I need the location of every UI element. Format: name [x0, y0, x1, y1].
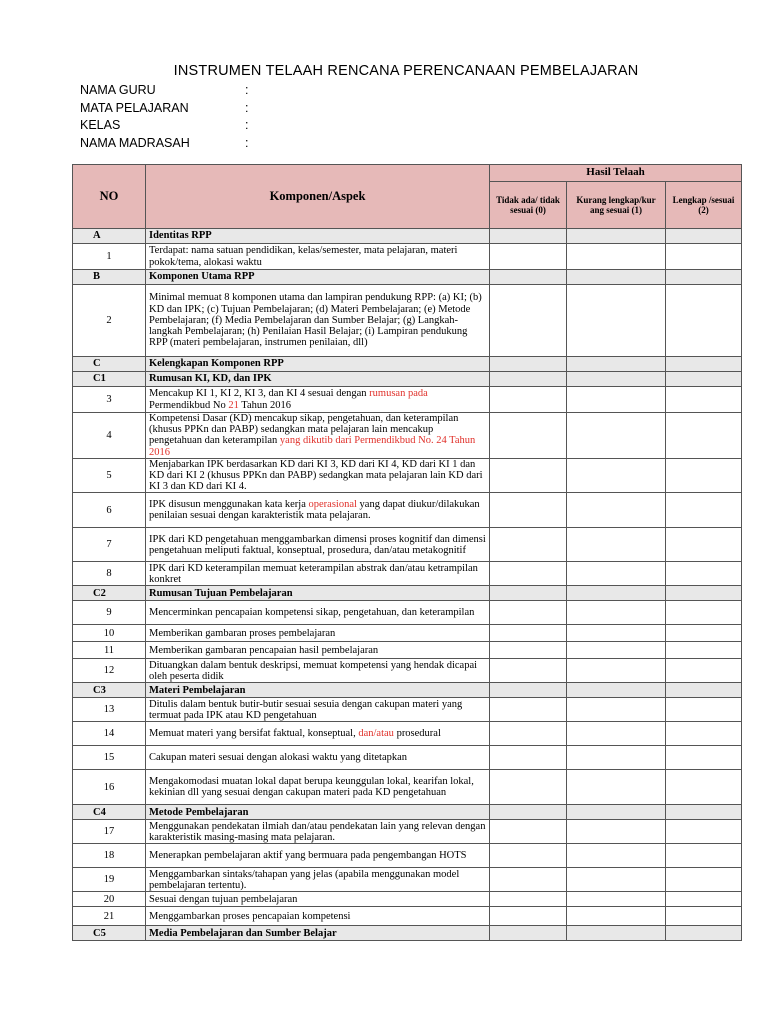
header-aspek: Komponen/Aspek: [146, 165, 490, 229]
section-code: C2: [73, 586, 146, 601]
item-description: [146, 907, 490, 926]
score-2-cell[interactable]: [666, 926, 742, 941]
item-description: [146, 746, 490, 770]
identity-fields: [80, 83, 248, 153]
description-text: Dituangkan dalam bentuk deskripsi, memuat kompetensi yang hendak dicapai oleh peserta didik: [149, 659, 478, 682]
score-1-cell[interactable]: [567, 493, 666, 528]
section-code: C3: [73, 683, 146, 698]
item-number: 3: [73, 387, 146, 413]
description-text: Mencerminkan pencapaian kompetensi sikap, pengetahuan, dan keterampilan: [149, 607, 475, 619]
score-0-cell[interactable]: [490, 493, 567, 528]
score-2-cell[interactable]: [666, 387, 742, 413]
item-number: 21: [73, 907, 146, 926]
description-text: yang dapat diukur/dilakukan penilaian sesuai dengan karakteristik mata pelajaran.: [149, 499, 480, 522]
info-label: KELAS: [80, 118, 121, 132]
score-2-cell[interactable]: [666, 746, 742, 770]
score-2-cell[interactable]: [666, 892, 742, 907]
score-0-cell[interactable]: [490, 458, 567, 493]
description-text: Menggambarkan proses pencapaian kompetensi: [149, 910, 351, 922]
info-separator: :: [245, 83, 249, 97]
section-code: C: [73, 357, 146, 372]
table-body: [73, 229, 742, 941]
header-no: NO: [73, 165, 146, 229]
info-label: NAMA GURU: [80, 83, 156, 97]
score-0-cell[interactable]: [490, 907, 567, 926]
highlighted-text: dan/atau: [358, 728, 394, 740]
score-2-cell[interactable]: [666, 722, 742, 746]
score-1-cell[interactable]: [567, 413, 666, 459]
item-description: [146, 528, 490, 562]
description-text: Minimal memuat 8 komponen utama dan lampiran pendukung RPP: (a) KI; (b) KD dan IPK; (c) Tujuan Pembelajaran; (d) Materi Pembelajaran; (e) Metode Pembelajaran; (f) Media Pembelajaran dan Sumber Belajar; (g) Langkah-langkah Pembelajaran; (h) Penilaian Hasil Belajar; (i) Lampiran pendukung RPP (materi pembelajaran, instrumen penilaian, dll): [149, 292, 482, 349]
item-number: 9: [73, 601, 146, 625]
description-text: Cakupan materi sesuai dengan alokasi waktu yang ditetapkan: [149, 752, 408, 764]
score-1-cell[interactable]: [567, 357, 666, 372]
description-text: Permendikbud No: [149, 399, 229, 411]
score-1-cell[interactable]: [567, 285, 666, 357]
info-row-nama-madrasah: [80, 136, 248, 154]
score-1-cell[interactable]: [567, 892, 666, 907]
score-2-cell[interactable]: [666, 357, 742, 372]
description-text: prosedural: [393, 728, 441, 740]
score-0-cell[interactable]: [490, 244, 567, 270]
score-0-cell[interactable]: [490, 844, 567, 868]
score-2-cell[interactable]: [666, 270, 742, 285]
score-0-cell[interactable]: [490, 586, 567, 601]
table-row: [73, 844, 742, 868]
item-description: [146, 844, 490, 868]
score-0-cell[interactable]: [490, 820, 567, 844]
score-2-cell[interactable]: [666, 844, 742, 868]
score-2-cell[interactable]: [666, 820, 742, 844]
info-separator: :: [245, 118, 249, 132]
score-1-cell[interactable]: [567, 868, 666, 892]
score-1-cell[interactable]: [567, 907, 666, 926]
table-row: [73, 562, 742, 586]
item-description: [146, 458, 490, 493]
score-2-cell[interactable]: [666, 625, 742, 642]
score-2-cell[interactable]: [666, 805, 742, 820]
description-text: Menggambarkan sintaks/tahapan yang jelas (apabila menggunakan model pembelajaran tertentu).: [149, 868, 460, 891]
score-0-cell[interactable]: [490, 413, 567, 459]
score-0-cell[interactable]: [490, 642, 567, 659]
score-2-cell[interactable]: [666, 601, 742, 625]
score-2-cell[interactable]: [666, 642, 742, 659]
section-title: Identitas RPP: [146, 229, 490, 244]
section-row: [73, 229, 742, 244]
item-description: [146, 493, 490, 528]
item-number: 10: [73, 625, 146, 642]
score-1-cell[interactable]: [567, 844, 666, 868]
item-number: 1: [73, 244, 146, 270]
score-1-cell[interactable]: [567, 229, 666, 244]
highlighted-text: rumusan pada: [369, 388, 428, 400]
score-1-cell[interactable]: [567, 244, 666, 270]
score-2-cell[interactable]: [666, 229, 742, 244]
score-0-cell[interactable]: [490, 770, 567, 805]
score-0-cell[interactable]: [490, 229, 567, 244]
section-row: [73, 586, 742, 601]
score-0-cell[interactable]: [490, 659, 567, 683]
item-description: [146, 770, 490, 805]
section-row: [73, 270, 742, 285]
table-row: [73, 625, 742, 642]
section-code: B: [73, 270, 146, 285]
table-row: [73, 244, 742, 270]
description-text: Menjabarkan IPK berdasarkan KD dari KI 3, KD dari KI 4, KD dari KI 1 dan KD dari KI 2 (khusus PPKn dan PABP) sedangkan mata pelajaran lain KD dari KI 3 dan KD dari KI 4.: [149, 458, 483, 493]
item-number: 20: [73, 892, 146, 907]
item-number: 6: [73, 493, 146, 528]
item-number: 14: [73, 722, 146, 746]
description-text: Menggunakan pendekatan ilmiah dan/atau pendekatan lain yang relevan dengan karakteristik masing-masing mata pelajaran.: [149, 820, 486, 843]
description-text: Memberikan gambaran pencapaian hasil pembelajaran: [149, 644, 379, 656]
table-row: [73, 907, 742, 926]
item-number: 16: [73, 770, 146, 805]
header-score-0: Tidak ada/ tidak sesuai (0): [490, 182, 567, 229]
score-1-cell[interactable]: [567, 586, 666, 601]
item-description: [146, 698, 490, 722]
table-row: [73, 746, 742, 770]
table-row: [73, 868, 742, 892]
section-row: [73, 357, 742, 372]
score-2-cell[interactable]: [666, 285, 742, 357]
score-1-cell[interactable]: [567, 722, 666, 746]
section-title: Media Pembelajaran dan Sumber Belajar: [146, 926, 490, 941]
score-0-cell[interactable]: [490, 270, 567, 285]
section-row: [73, 372, 742, 387]
score-0-cell[interactable]: [490, 683, 567, 698]
item-description: [146, 601, 490, 625]
item-number: 4: [73, 413, 146, 459]
score-2-cell[interactable]: [666, 458, 742, 493]
item-number: 8: [73, 562, 146, 586]
description-text: Tahun 2016: [238, 399, 291, 411]
table-row: [73, 601, 742, 625]
score-1-cell[interactable]: [567, 372, 666, 387]
info-label: NAMA MADRASAH: [80, 135, 190, 150]
score-0-cell[interactable]: [490, 528, 567, 562]
section-row: [73, 926, 742, 941]
section-code: C5: [73, 926, 146, 941]
item-description: [146, 659, 490, 683]
item-description: [146, 285, 490, 357]
item-number: 2: [73, 285, 146, 357]
highlighted-text: operasional: [308, 499, 357, 511]
score-1-cell[interactable]: [567, 562, 666, 586]
item-number: 13: [73, 698, 146, 722]
score-1-cell[interactable]: [567, 270, 666, 285]
item-description: [146, 642, 490, 659]
description-text: Mencakup KI 1, KI 2, KI 3, dan KI 4 sesuai dengan: [149, 388, 370, 400]
score-2-cell[interactable]: [666, 659, 742, 683]
score-1-cell[interactable]: [567, 698, 666, 722]
table-row: [73, 528, 742, 562]
info-label: MATA PELAJARAN: [80, 100, 189, 115]
score-1-cell[interactable]: [567, 683, 666, 698]
table-row: [73, 698, 742, 722]
score-0-cell[interactable]: [490, 698, 567, 722]
section-title: Komponen Utama RPP: [146, 270, 490, 285]
description-text: Ditulis dalam bentuk butir-butir sesuai sesuia dengan cakupan materi yang termuat pada IPK atau KD pengetahuan: [149, 698, 463, 721]
table-row: [73, 722, 742, 746]
table-row: [73, 820, 742, 844]
score-1-cell[interactable]: [567, 820, 666, 844]
item-description: [146, 413, 490, 459]
score-1-cell[interactable]: [567, 387, 666, 413]
score-0-cell[interactable]: [490, 892, 567, 907]
score-2-cell[interactable]: [666, 493, 742, 528]
section-code: C1: [73, 372, 146, 387]
description-text: Memberikan gambaran proses pembelajaran: [149, 627, 336, 639]
item-description: [146, 892, 490, 907]
table-row: [73, 458, 742, 493]
score-1-cell[interactable]: [567, 625, 666, 642]
score-2-cell[interactable]: [666, 586, 742, 601]
item-number: 18: [73, 844, 146, 868]
info-separator: :: [245, 100, 249, 115]
score-0-cell[interactable]: [490, 387, 567, 413]
info-row-mata-pelajaran: [80, 101, 248, 119]
highlighted-text: 21: [228, 399, 239, 411]
item-number: 11: [73, 642, 146, 659]
item-number: 15: [73, 746, 146, 770]
item-description: [146, 387, 490, 413]
page-title: INSTRUMEN TELAAH RENCANA PERENCANAAN PEMBELAJARAN: [173, 63, 639, 79]
score-2-cell[interactable]: [666, 244, 742, 270]
table-row: [73, 285, 742, 357]
header-score-2: Lengkap /sesuai (2): [666, 182, 742, 229]
score-0-cell[interactable]: [490, 746, 567, 770]
table-row: [73, 493, 742, 528]
score-1-cell[interactable]: [567, 528, 666, 562]
score-0-cell[interactable]: [490, 926, 567, 941]
score-1-cell[interactable]: [567, 601, 666, 625]
score-1-cell[interactable]: [567, 659, 666, 683]
item-description: [146, 244, 490, 270]
item-description: [146, 868, 490, 892]
item-number: 12: [73, 659, 146, 683]
highlighted-text: yang dikutib dari Permendikbud No. 24 Tahun 2016: [149, 435, 476, 458]
item-description: [146, 820, 490, 844]
description-text: Terdapat: nama satuan pendidikan, kelas/semester, mata pelajaran, materi pokok/tema, alokasi waktu: [149, 245, 458, 268]
description-text: Mengakomodasi muatan lokal dapat berupa keunggulan lokal, kearifan lokal, kekinian dll yang sesuai dengan cakupan materi pada KD pengetahuan: [149, 776, 474, 799]
section-row: [73, 683, 742, 698]
score-0-cell[interactable]: [490, 285, 567, 357]
score-0-cell[interactable]: [490, 601, 567, 625]
description-text: Kompetensi Dasar (KD) mencakup sikap, pengetahuan, dan keterampilan (khusus PPKn dan PABP) sedangkan mata pelajaran lain mencakup pengetahuan dan keterampilan: [149, 413, 459, 447]
description-text: Sesuai dengan tujuan pembelajaran: [149, 893, 298, 905]
section-title: Metode Pembelajaran: [146, 805, 490, 820]
item-number: 19: [73, 868, 146, 892]
table-row: [73, 770, 742, 805]
score-2-cell[interactable]: [666, 528, 742, 562]
section-title: Rumusan KI, KD, dan IPK: [146, 372, 490, 387]
section-code: A: [73, 229, 146, 244]
description-text: IPK dari KD pengetahuan menggambarkan dimensi proses kognitif dan dimensi pengetahuan meliputi faktual, konseptual, prosedura, dan/atau metakognitif: [149, 533, 486, 556]
section-row: [73, 805, 742, 820]
score-2-cell[interactable]: [666, 770, 742, 805]
score-0-cell[interactable]: [490, 805, 567, 820]
header-score-1: Kurang lengkap/kur ang sesuai (1): [567, 182, 666, 229]
score-0-cell[interactable]: [490, 372, 567, 387]
score-1-cell[interactable]: [567, 642, 666, 659]
item-number: 5: [73, 458, 146, 493]
item-description: [146, 625, 490, 642]
section-title: Rumusan Tujuan Pembelajaran: [146, 586, 490, 601]
table-row: [73, 413, 742, 459]
item-description: [146, 722, 490, 746]
description-text: IPK disusun menggunakan kata kerja: [149, 499, 309, 511]
score-1-cell[interactable]: [567, 805, 666, 820]
section-title: Kelengkapan Komponen RPP: [146, 357, 490, 372]
score-1-cell[interactable]: [567, 746, 666, 770]
description-text: IPK dari KD keterampilan memuat keterampilan abstrak dan/atau ketrampilan konkret: [149, 562, 478, 585]
description-text: Menerapkan pembelajaran aktif yang bermuara pada pengembangan HOTS: [149, 850, 467, 862]
item-number: 17: [73, 820, 146, 844]
score-0-cell[interactable]: [490, 625, 567, 642]
score-2-cell[interactable]: [666, 683, 742, 698]
score-2-cell[interactable]: [666, 907, 742, 926]
score-2-cell[interactable]: [666, 413, 742, 459]
score-2-cell[interactable]: [666, 562, 742, 586]
info-row-nama-guru: [80, 83, 248, 101]
item-number: 7: [73, 528, 146, 562]
score-0-cell[interactable]: [490, 722, 567, 746]
score-0-cell[interactable]: [490, 868, 567, 892]
table-row: [73, 892, 742, 907]
item-description: [146, 562, 490, 586]
info-row-kelas: [80, 118, 248, 136]
table-row: [73, 387, 742, 413]
table-row: [73, 659, 742, 683]
description-text: Memuat materi yang bersifat faktual, konseptual,: [149, 728, 359, 740]
info-separator: :: [245, 135, 249, 150]
score-1-cell[interactable]: [567, 458, 666, 493]
review-table: [72, 164, 742, 941]
score-2-cell[interactable]: [666, 868, 742, 892]
header-hasil-telaah: Hasil Telaah: [490, 165, 742, 182]
score-1-cell[interactable]: [567, 770, 666, 805]
score-2-cell[interactable]: [666, 698, 742, 722]
score-1-cell[interactable]: [567, 926, 666, 941]
score-0-cell[interactable]: [490, 357, 567, 372]
score-0-cell[interactable]: [490, 562, 567, 586]
section-code: C4: [73, 805, 146, 820]
score-2-cell[interactable]: [666, 372, 742, 387]
section-title: Materi Pembelajaran: [146, 683, 490, 698]
table-row: [73, 642, 742, 659]
